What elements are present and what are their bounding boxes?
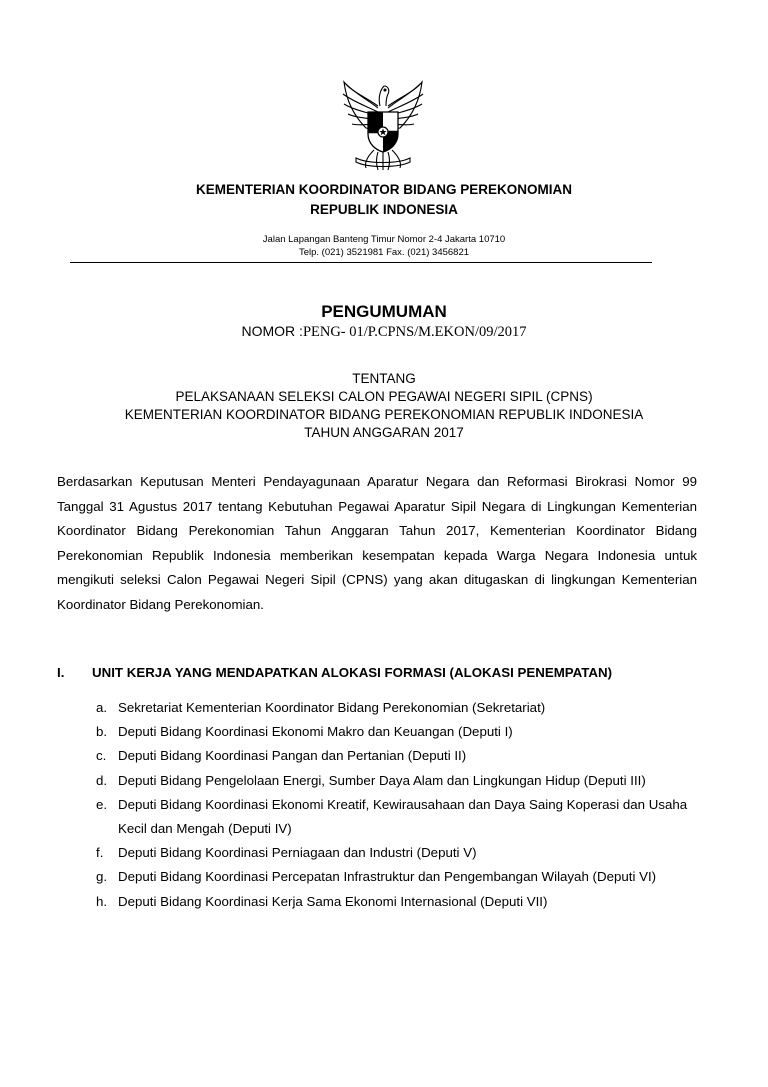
section-number: I. <box>57 665 65 680</box>
list-item-text: Deputi Bidang Pengelolaan Energi, Sumber Daya Alam dan Lingkungan Hidup (Deputi III) <box>118 772 646 788</box>
work-unit-list <box>96 696 706 914</box>
list-item-text: Deputi Bidang Koordinasi Kerja Sama Ekonomi Internasional (Deputi VII) <box>118 893 548 909</box>
document-number-label: NOMOR : <box>241 323 303 339</box>
list-item-letter: d. <box>96 772 108 788</box>
org-name-line1: KEMENTERIAN KOORDINATOR BIDANG PEREKONOMIAN <box>195 182 572 197</box>
subject-line: KEMENTERIAN KOORDINATOR BIDANG PEREKONOMIAN REPUBLIK INDONESIA <box>124 407 644 422</box>
address-line: Jalan Lapangan Banteng Timur Nomor 2-4 Jakarta 10710 <box>262 234 506 245</box>
list-item-letter: h. <box>96 893 108 909</box>
list-item <box>96 890 706 914</box>
list-item-letter: e. <box>96 796 108 812</box>
subject-line: TAHUN ANGGARAN 2017 <box>304 425 464 440</box>
list-item-text: Deputi Bidang Koordinasi Perniagaan dan Industri (Deputi V) <box>118 845 477 861</box>
subject-heading: TENTANG <box>352 371 416 386</box>
phone-fax-line: Telp. (021) 3521981 Fax. (021) 3456821 <box>298 247 470 258</box>
list-item <box>96 865 706 889</box>
list-item-letter: g. <box>96 869 108 885</box>
garuda-emblem-icon <box>338 78 428 172</box>
list-item-letter: c. <box>96 748 107 764</box>
subject-line: PELAKSANAAN SELEKSI CALON PEGAWAI NEGERI SIPIL (CPNS) <box>175 389 593 404</box>
section-title: UNIT KERJA YANG MENDAPATKAN ALOKASI FORMASI (ALOKASI PENEMPATAN) <box>92 665 613 680</box>
list-item <box>96 769 706 793</box>
list-item-text: Deputi Bidang Koordinasi Pangan dan Pertanian (Deputi II) <box>118 748 467 764</box>
org-name-line2: REPUBLIK INDONESIA <box>310 202 458 217</box>
document-number-value: PENG- 01/P.CPNS/M.EKON/09/2017 <box>302 324 527 340</box>
list-item-text: Deputi Bidang Koordinasi Ekonomi Makro dan Keuangan (Deputi I) <box>118 724 513 740</box>
list-item-text: Sekretariat Kementerian Koordinator Bidang Perekonomian (Sekretariat) <box>118 700 546 715</box>
list-item <box>96 793 706 841</box>
list-item-letter: a. <box>96 700 108 715</box>
intro-paragraph: Berdasarkan Keputusan Menteri Pendayagunaan Aparatur Negara dan Reformasi Birokrasi Nomor 99 Tanggal 31 Agustus 2017 tentang Kebutuhan Pegawai Aparatur Sipil Negara di Lingkungan Kementerian Koordinator Bidang Perekonomian Tahun Anggaran Tahun 2017, Kementerian Koordinator Bidang Perekonomian Republik Indonesia memberikan kesempatan kepada Warga Negara Indonesia untuk mengikuti seleksi Calon Pegawai Negeri Sipil (CPNS) yang akan ditugaskan di lingkungan Kementerian Koordinator Bidang Perekonomian. <box>57 474 697 612</box>
list-item <box>96 696 706 720</box>
list-item-letter: f. <box>96 845 104 861</box>
list-item-letter: b. <box>96 724 108 740</box>
list-item <box>96 841 706 865</box>
document-number <box>0 323 768 341</box>
document-title: PENGUMUMAN <box>321 302 447 321</box>
list-item-text: Deputi Bidang Koordinasi Ekonomi Kreatif, Kewirausahaan dan Daya Saing Koperasi dan Usaha Kecil dan Mengah (Deputi IV) <box>118 796 688 837</box>
list-item <box>96 744 706 768</box>
list-item <box>96 720 706 744</box>
letterhead-divider <box>70 262 652 263</box>
list-item-text: Deputi Bidang Koordinasi Percepatan Infrastruktur dan Pengembangan Wilayah (Deputi VI) <box>118 869 657 885</box>
